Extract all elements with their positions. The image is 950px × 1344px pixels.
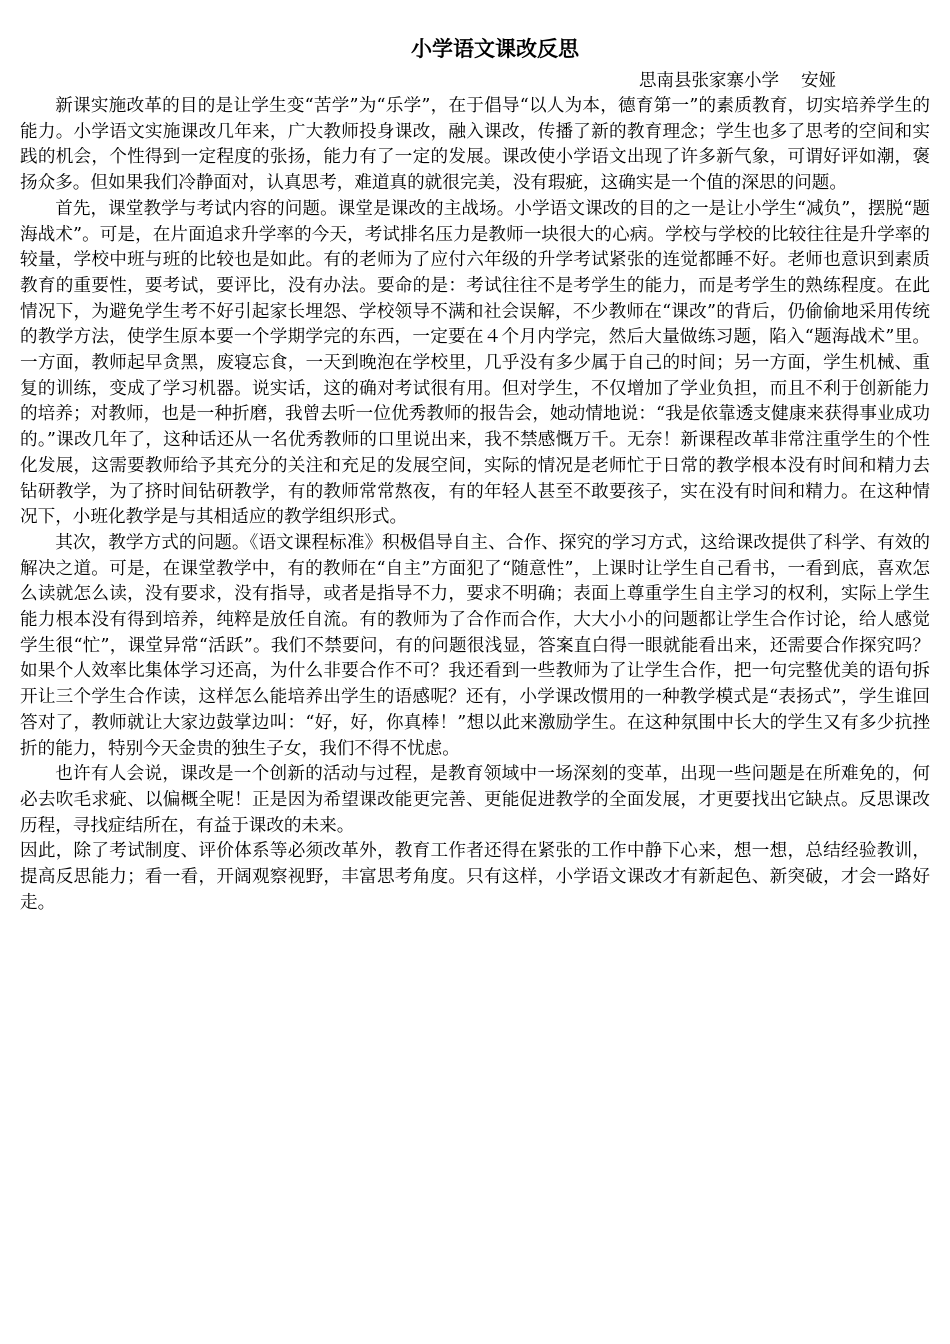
paragraph-intro: 新课实施改革的目的是让学生变“苦学”为“乐学”，在于倡导“以人为本，德育第一”的素质教育，切实培养学生的能力。小学语文实施课改几年来，广大教师投身课改，融入课改，传播了新的教育理念；学生也多了思考的空间和实践的机会，个性得到一定程度的张扬，能力有了一定的发展。课改使小学语文出现了许多新气象，可谓好评如潮，褒扬众多。但如果我们冷静面对，认真思考，难道真的就很完美，没有瑕疵，这确实是一个值的深思的问题。: [20, 96, 930, 194]
paragraph-conclusion: 因此，除了考试制度、评价体系等必须改革外，教育工作者还得在紧张的工作中静下心来，想一想，总结经验教训，提高反思能力；看一看，开阔观察视野，丰富思考角度。只有这样，小学语文课改才有新起色、新突破，才会一路好走。: [20, 841, 930, 913]
paragraph-reflection: 也许有人会说，课改是一个创新的活动与过程，是教育领域中一场深刻的变革，出现一些问题是在所难免的，何必去吹毛求疵、以偏概全呢！正是因为希望课改能更完善、更能促进教学的全面发展，才更要找出它缺点。反思课改历程，寻找症结所在，有益于课改的未来。: [20, 764, 930, 836]
author-name: 安娅: [801, 71, 836, 91]
paragraph-first-issue: 首先，课堂教学与考试内容的问题。课堂是课改的主战场。小学语文课改的目的之一是让小学生“减负”，摆脱“题海战术”。可是，在片面追求升学率的今天，考试排名压力是教师一块很大的心病。学校与学校的比较往往是升学率的较量，学校中班与班的比较也是如此。有的老师为了应付六年级的升学考试紧张的连觉都睡不好。老师也意识到素质教育的重要性，要考试，要评比，没有办法。要命的是：考试往往不是考学生的能力，而是考学生的熟练程度。在此情况下，为避免学生考不好引起家长埋怨、学校领导不满和社会误解，不少教师在“课改”的背后，仍偷偷地采用传统的教学方法，使学生原本要一个学期学完的东西，一定要在４个月内学完，然后大量做练习题，陷入“题海战术”里。一方面，教师起早贪黑，废寝忘食，一天到晚泡在学校里，几乎没有多少属于自己的时间；另一方面，学生机械、重复的训练，变成了学习机器。说实话，这的确对考试很有用。但对学生，不仅增加了学业负担，而且不利于创新能力的培养；对教师，也是一种折磨，我曾去听一位优秀教师的报告会，她动情地说：“我是依靠透支健康来获得事业成功的。”课改几年了，这种话还从一名优秀教师的口里说出来，我不禁感慨万千。无奈！新课程改革非常注重学生的个性化发展，这需要教师给予其充分的关注和充足的发展空间，实际的情况是老师忙于日常的教学根本没有时间和精力去钻研教学，为了挤时间钻研教学，有的教师常常熬夜，有的年轻人甚至不敢要孩子，实在没有时间和精力。在这种情况下，小班化教学是与其相适应的教学组织形式。: [20, 198, 930, 528]
paragraph-second-issue: 其次，教学方式的问题。《语文课程标准》积极倡导自主、合作、探究的学习方式，这给课改提供了科学、有效的解决之道。可是，在课堂教学中，有的教师在“自主”方面犯了“随意性”，上课时让学生自己看书，一看到底，喜欢怎么读就怎么读，没有要求，没有指导，或者是指导不力，要求不明确；表面上尊重学生自主学习的权利，实际上学生能力根本没有得到培养，纯粹是放任自流。有的教师为了合作而合作，大大小小的问题都让学生合作讨论，给人感觉学生很“忙”，课堂异常“活跃”。我们不禁要问，有的问题很浅显，答案直白得一眼就能看出来，还需要合作探究吗？如果个人效率比集体学习还高，为什么非要合作不可？我还看到一些教师为了让学生合作，把一句完整优美的语句拆开让三个学生合作读，这样怎么能培养出学生的语感呢？还有，小学课改惯用的一种教学模式是“表扬式”，学生谁回答对了，教师就让大家边鼓掌边叫：“好，好，你真棒！”想以此来激励学生。在这种氛围中长大的学生又有多少抗挫折的能力，特别今天金贵的独生子女，我们不得不忧虑。: [20, 532, 930, 759]
document-title: 小学语文课改反思: [411, 36, 579, 61]
author-line: [20, 68, 930, 94]
document-page: [20, 30, 930, 917]
author-school: 思南县张家寨小学: [639, 71, 779, 91]
